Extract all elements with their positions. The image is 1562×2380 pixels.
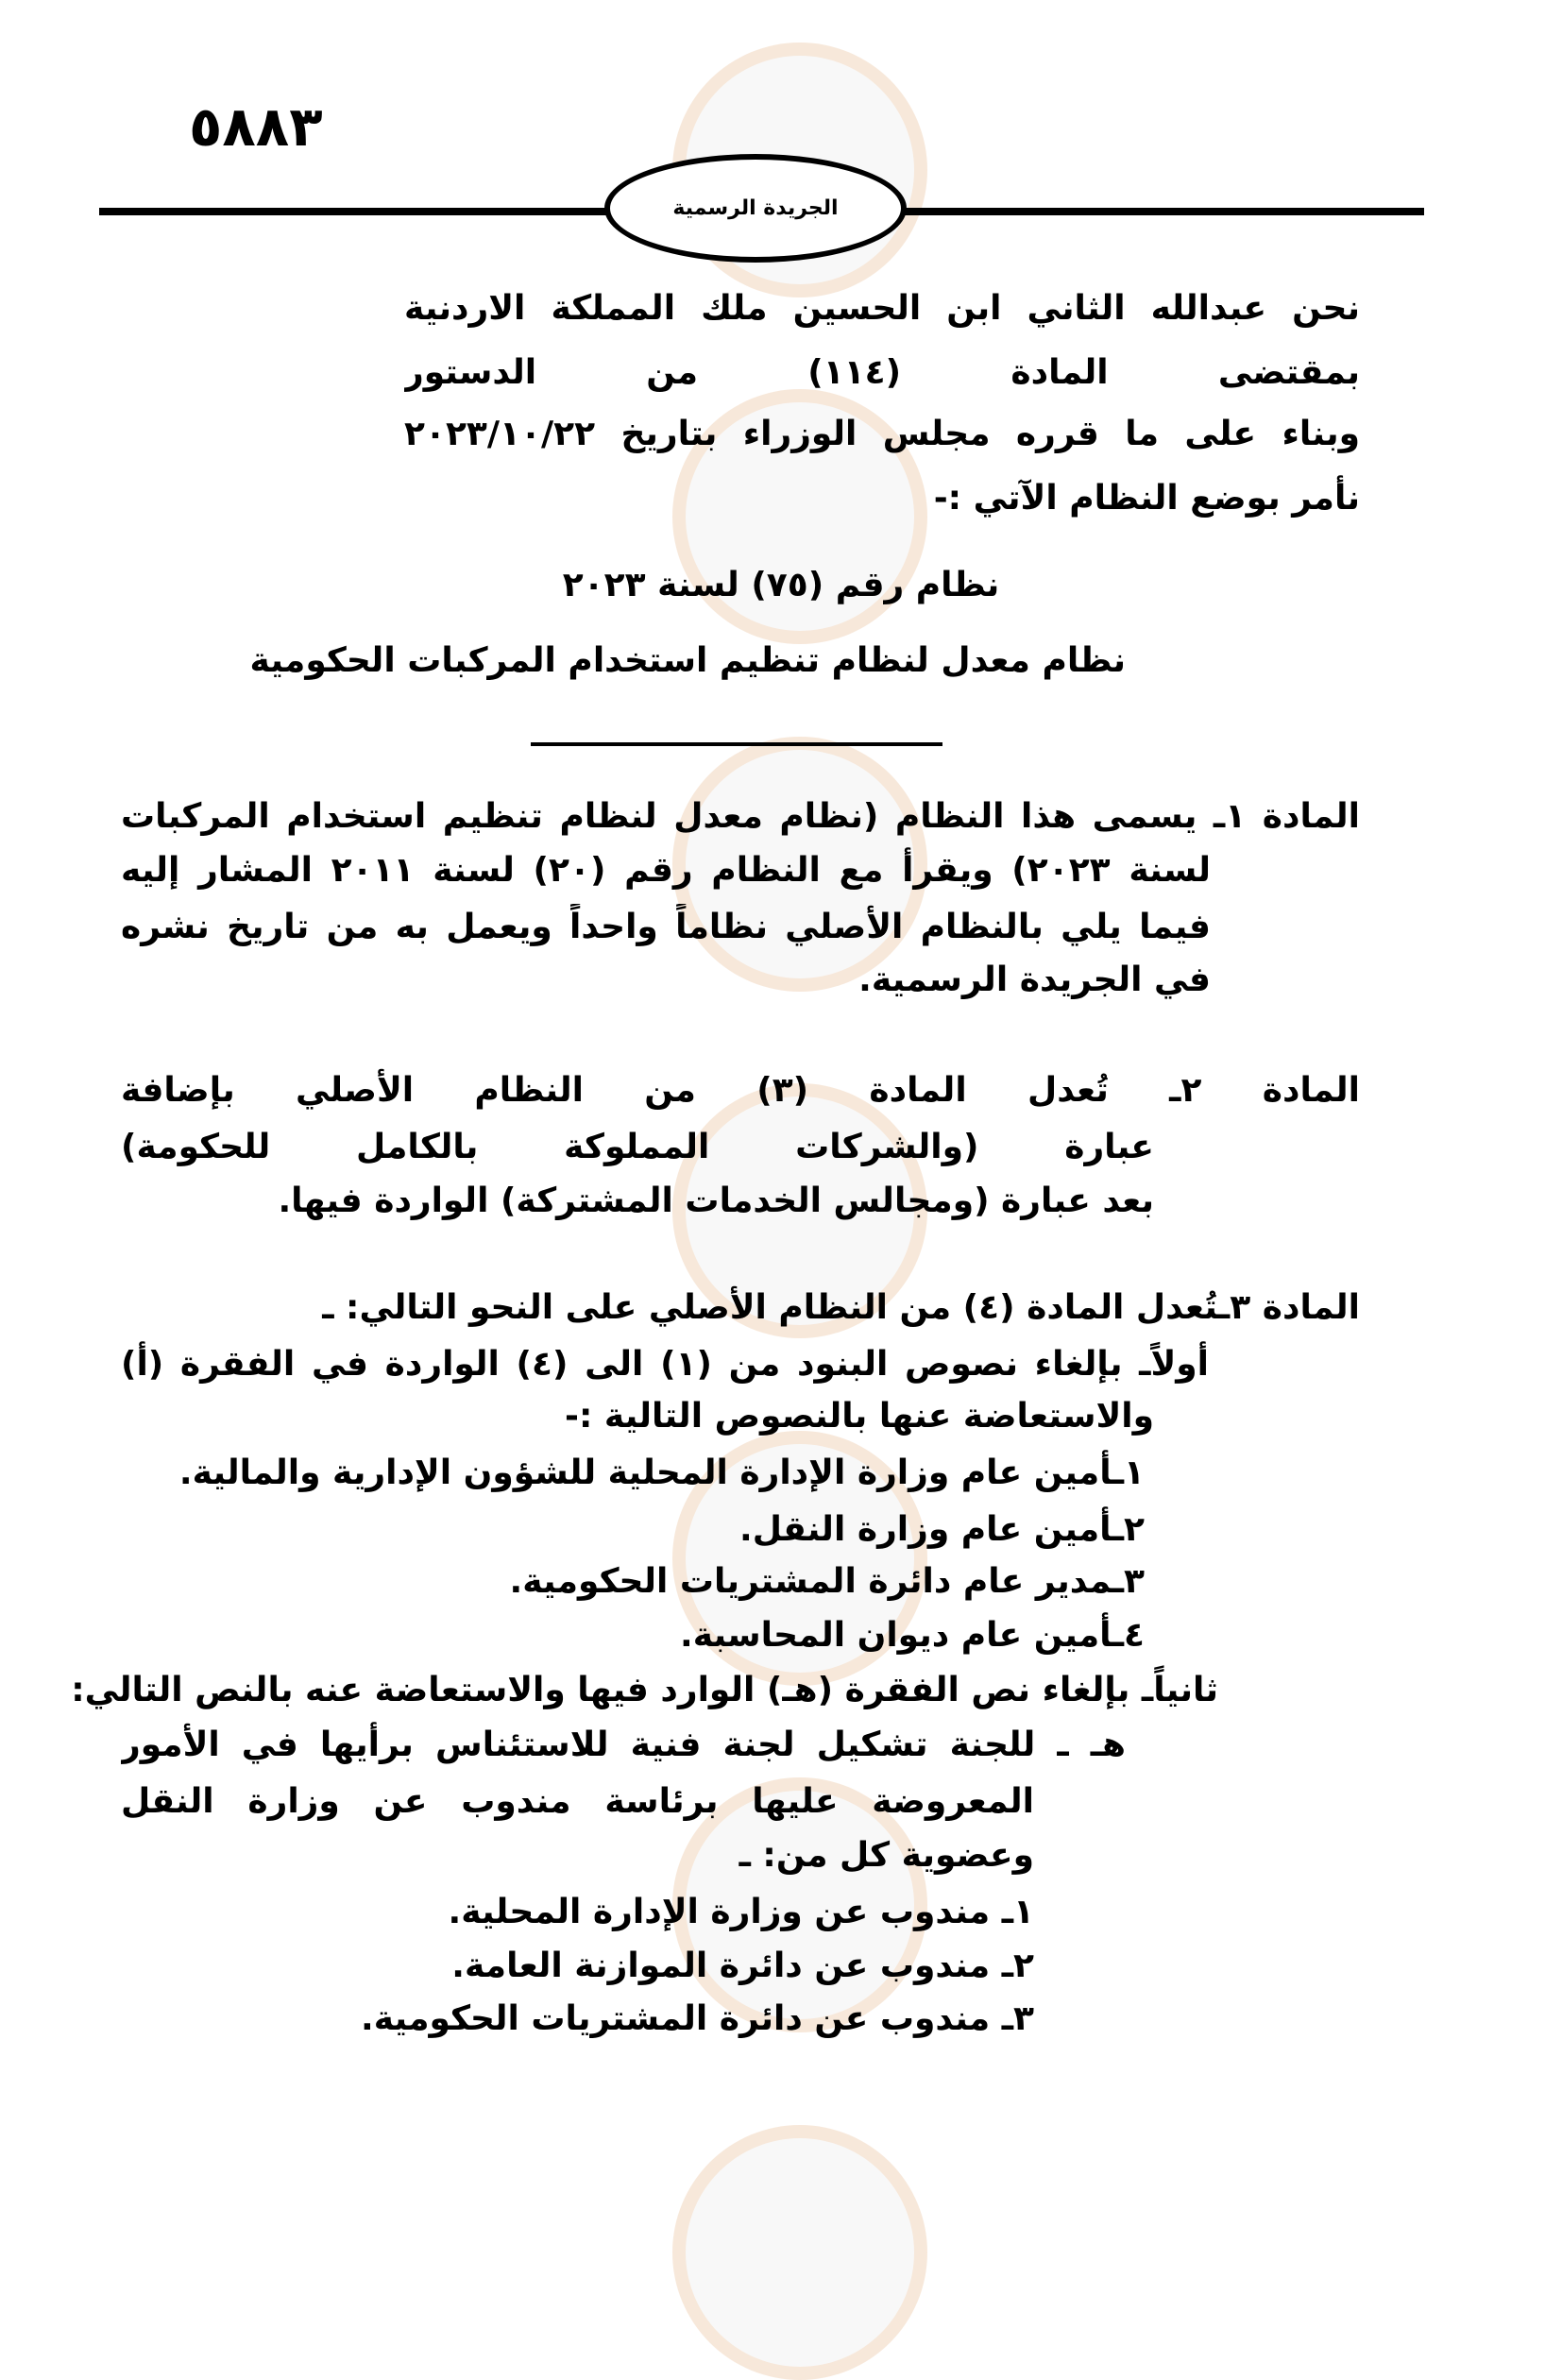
article3-second-line: هـ ـ للجنة تشكيل لجنة فنية للاستئناس برأيها في الأمور <box>121 1726 1126 1764</box>
regulation-number: نظام رقم (٧٥) لسنة ٢٠٢٣ <box>562 566 1000 604</box>
page-number: ٥٨٨٣ <box>189 94 323 159</box>
list-item: ٣ـ مندوب عن دائرة المشتريات الحكومية. <box>361 1999 1034 2038</box>
article1-line: فيما يلي بالنظام الأصلي نظاماً واحداً ويعمل به من تاريخ نشره <box>121 908 1211 946</box>
article3-second-line: المعروضة عليها برئاسة مندوب عن وزارة النقل <box>121 1782 1034 1821</box>
article2-line: المادة ٢ـ تُعدل المادة (٣) من النظام الأصلي بإضافة <box>121 1071 1360 1110</box>
gazette-name: الجريدة الرسمية <box>672 196 839 220</box>
list-item: ٣ـمدير عام دائرة المشتريات الحكومية. <box>509 1562 1145 1601</box>
preamble-line: وبناء على ما قرره مجلس الوزراء بتاريخ ٢٠٢٣/١٠/٢٢ <box>404 415 1360 453</box>
list-item: ١ـأمين عام وزارة الإدارة المحلية للشؤون الإدارية والمالية. <box>178 1454 1145 1492</box>
article3-first-line: والاستعاضة عنها بالنصوص التالية :- <box>565 1397 1154 1436</box>
preamble-line: نحن عبدالله الثاني ابن الحسين ملك المملكة الاردنية <box>404 289 1360 328</box>
article1-line: في الجريدة الرسمية. <box>858 960 1211 999</box>
watermark-clock-logo <box>672 2125 927 2380</box>
regulation-name: نظام معدل لنظام تنظيم استخدام المركبات الحكومية <box>249 641 1126 680</box>
article1-line: المادة ١ـ يسمى هذا النظام (نظام معدل لنظام تنظيم استخدام المركبات <box>121 797 1360 836</box>
article3-intro: المادة ٣ـتُعدل المادة (٤) من النظام الأصلي على النحو التالي: ـ <box>322 1288 1360 1327</box>
article3-second: ثانياًـ بإلغاء نص الفقرة (هـ) الوارد فيها والاستعاضة عنه بالنص التالي: <box>71 1671 1218 1709</box>
preamble-line: نأمر بوضع النظام الآتي :- <box>933 479 1360 518</box>
list-item: ١ـ مندوب عن وزارة الإدارة المحلية. <box>448 1893 1034 1931</box>
list-item: ٤ـأمين عام ديوان المحاسبة. <box>680 1616 1145 1655</box>
title-rule <box>531 742 942 746</box>
list-item: ٢ـ مندوب عن دائرة الموازنة العامة. <box>451 1946 1034 1985</box>
article1-line: لسنة ٢٠٢٣) ويقرأ مع النظام رقم (٢٠) لسنة ٢٠١١ المشار إليه <box>121 851 1211 890</box>
article2-line: بعد عبارة (ومجالس الخدمات المشتركة) الواردة فيها. <box>278 1182 1154 1220</box>
article3-second-line: وعضوية كل من: ـ <box>739 1836 1034 1875</box>
list-item: ٢ـأمين عام وزارة النقل. <box>739 1510 1145 1549</box>
gazette-emblem <box>604 154 907 263</box>
article3-first-line: أولاًـ بإلغاء نصوص البنود من (١) الى (٤) الواردة في الفقرة (أ) <box>121 1345 1209 1384</box>
article2-line: عبارة (والشركات المملوكة بالكامل للحكومة) <box>121 1128 1154 1166</box>
preamble-line: بمقتضى المادة (١١٤) من الدستور <box>404 353 1360 392</box>
